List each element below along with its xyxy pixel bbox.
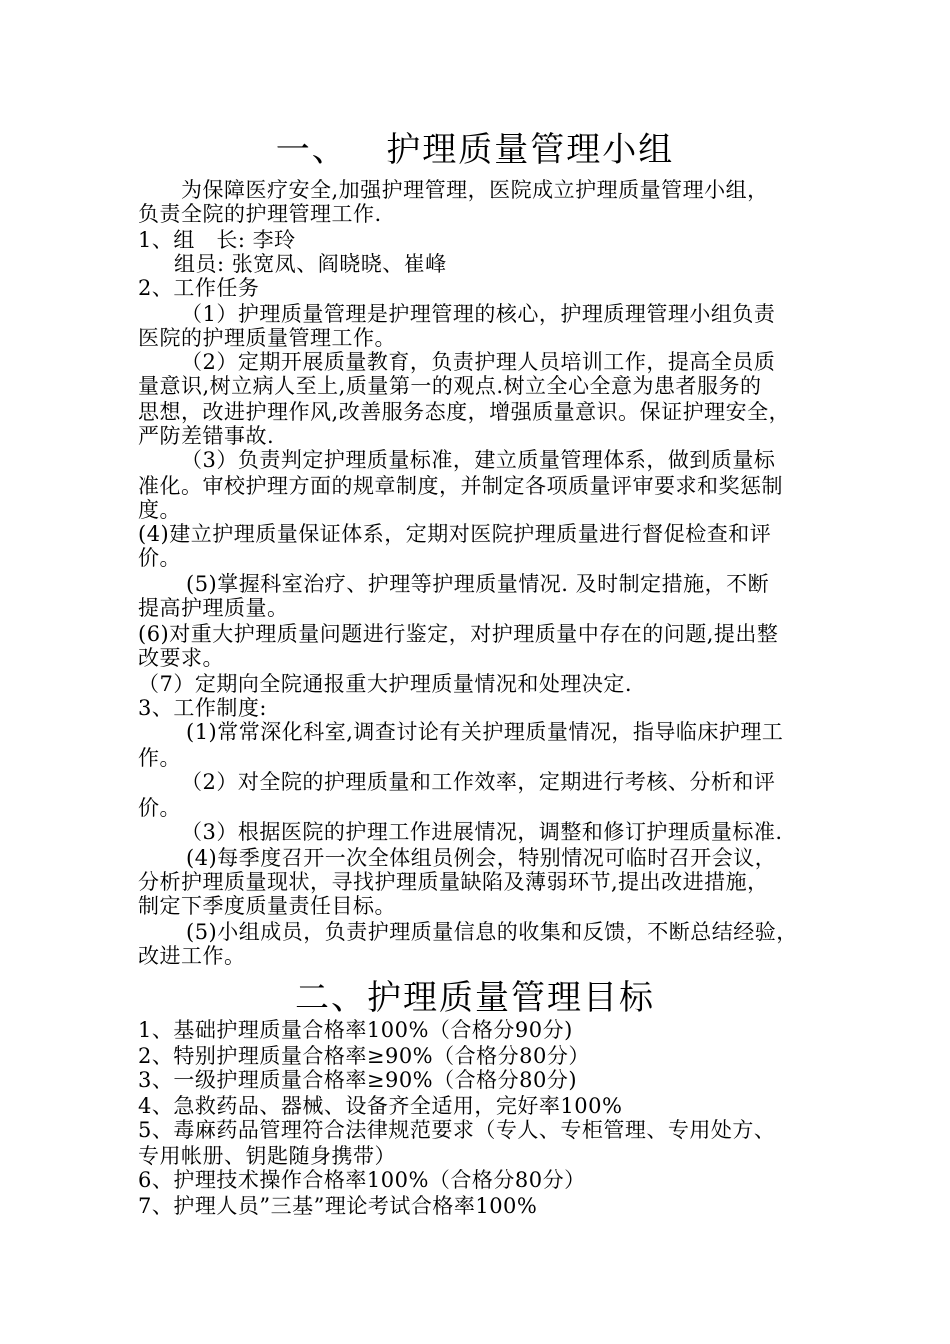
task-2-line-4: 严防差错事故. xyxy=(138,424,275,448)
task-2-line-2: 量意识,树立病人至上,质量第一的观点.树立全心全意为患者服务的 xyxy=(138,374,762,398)
goal-1: 1、基础护理质量合格率100%（合格分90分) xyxy=(138,1018,573,1042)
work-system-heading: 3、工作制度: xyxy=(138,696,267,720)
system-1-line-1: (1)常常深化科室,调查讨论有关护理质量情况，指导临床护理工 xyxy=(186,720,784,744)
task-4-line-1: (4)建立护理质量保证体系，定期对医院护理质量进行督促检查和评 xyxy=(138,522,772,546)
task-7-line: （7）定期向全院通报重大护理质量情况和处理决定. xyxy=(138,672,633,696)
task-6-line-2: 改要求。 xyxy=(138,646,224,670)
goal-4: 4、急救药品、器械、设备齐全适用，完好率100% xyxy=(138,1094,623,1118)
task-1-line-1: （1）护理质量管理是护理管理的核心，护理质理管理小组负责 xyxy=(181,302,776,326)
task-2-line-1: （2）定期开展质量教育，负责护理人员培训工作，提高全员质 xyxy=(181,350,776,374)
system-1-line-2: 作。 xyxy=(138,746,181,770)
task-5-line-2: 提高护理质量。 xyxy=(138,596,289,620)
task-1-line-2: 医院的护理质量管理工作。 xyxy=(138,326,396,350)
system-3-line: （3）根据医院的护理工作进展情况，调整和修订护理质量标准. xyxy=(181,820,783,844)
goal-3: 3、一级护理质量合格率≥90%（合格分80分) xyxy=(138,1068,578,1092)
system-2-line-2: 价。 xyxy=(138,796,181,820)
task-2-line-3: 思想，改进护理作风,改善服务态度，增强质量意识。保证护理安全， xyxy=(138,400,791,424)
task-4-line-2: 价。 xyxy=(138,546,181,570)
section-1-line-1: 为保障医疗安全,加强护理管理，医院成立护理质量管理小组， xyxy=(181,178,769,202)
system-4-line-3: 制定下季度质量责任目标。 xyxy=(138,894,396,918)
task-3-line-3: 度。 xyxy=(138,498,181,522)
task-3-line-1: （3）负责判定护理质量标准，建立质量管理体系，做到质量标 xyxy=(181,448,776,472)
goal-2: 2、特别护理质量合格率≥90%（合格分80分） xyxy=(138,1044,590,1068)
section-2-title: 二、护理质量管理目标 xyxy=(295,978,655,1018)
task-5-line-1: (5)掌握科室治疗、护理等护理质量情况. 及时制定措施，不断 xyxy=(186,572,770,596)
section-1-title: 一、 护理质量管理小组 xyxy=(275,130,675,170)
system-4-line-2: 分析护理质量现状，寻找护理质量缺陷及薄弱环节,提出改进措施， xyxy=(138,870,769,894)
group-leader-line: 1、组 长: 李玲 xyxy=(138,228,296,252)
goal-5-line-2: 专用帐册、钥匙随身携带） xyxy=(138,1144,396,1168)
goal-5-line-1: 5、毒麻药品管理符合法律规范要求（专人、专柜管理、专用处方、 xyxy=(138,1118,776,1142)
system-4-line-1: (4)每季度召开一次全体组员例会，特别情况可临时召开会议， xyxy=(186,846,777,870)
goal-6: 6、护理技术操作合格率100%（合格分80分） xyxy=(138,1168,586,1192)
task-6-line-1: (6)对重大护理质量问题进行鉴定，对护理质量中存在的问题,提出整 xyxy=(138,622,779,646)
goal-7: 7、护理人员”三基”理论考试合格率100% xyxy=(138,1194,538,1218)
section-1-line-2: 负责全院的护理管理工作. xyxy=(138,202,382,226)
system-5-line-2: 改进工作。 xyxy=(138,944,246,968)
work-tasks-heading: 2、工作任务 xyxy=(138,276,260,300)
system-2-line-1: （2）对全院的护理质量和工作效率，定期进行考核、分析和评 xyxy=(181,770,776,794)
system-5-line-1: (5)小组成员，负责护理质量信息的收集和反馈，不断总结经验， xyxy=(186,920,798,944)
group-members-line: 组员: 张宽凤、阎晓晓、崔峰 xyxy=(174,252,447,276)
task-3-line-2: 准化。审校护理方面的规章制度，并制定各项质量评审要求和奖惩制 xyxy=(138,474,783,498)
